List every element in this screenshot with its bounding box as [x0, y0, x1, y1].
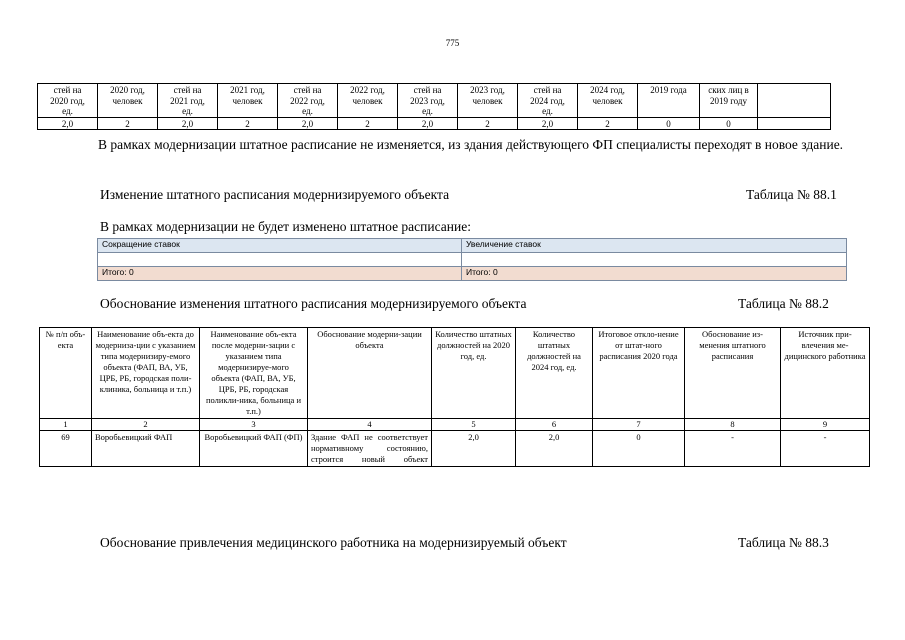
column-header	[458, 84, 518, 118]
column-number: 3	[200, 419, 308, 431]
header-line: ед.	[62, 106, 73, 116]
column-header	[218, 84, 278, 118]
column-header	[638, 84, 700, 118]
section-heading-staff-change: Изменение штатного расписания модернизируемого объекта	[100, 187, 450, 202]
column-number: 4	[308, 419, 432, 431]
column-header	[98, 84, 158, 118]
header-line: 2024 год,	[530, 95, 565, 106]
header-line: стей на	[293, 85, 322, 95]
table-cell: 0	[638, 117, 700, 130]
header-line: ед.	[302, 106, 313, 116]
header-line: человек	[232, 95, 263, 106]
header-line: ед.	[422, 106, 433, 116]
header-line: 2020 год,	[110, 85, 145, 95]
column-header: Источник при-влечения ме-дицинского работника	[781, 328, 870, 419]
table-cell	[462, 253, 847, 267]
table-cell: 2,0	[158, 117, 218, 130]
table-row	[98, 253, 847, 267]
table-cell: 2,0	[398, 117, 458, 130]
page-number: 775	[445, 38, 460, 48]
table-cell: 2	[458, 117, 518, 130]
table-cell: 2,0	[38, 117, 98, 130]
header-line: стей на	[413, 85, 442, 95]
column-header: Количество штатных должностей на 2024 год, ед.	[516, 328, 593, 419]
column-header	[578, 84, 638, 118]
column-number: 7	[593, 419, 685, 431]
column-header	[700, 84, 758, 118]
cell-staff-2020: 2,0	[432, 431, 516, 467]
table-header-row	[40, 328, 870, 419]
table-row	[40, 431, 870, 467]
table-number-88-2: Таблица № 88.2	[738, 296, 829, 311]
header-line: ед.	[182, 106, 193, 116]
header-line: человек	[592, 95, 623, 106]
table-cell	[98, 253, 462, 267]
column-header: Количество штатных должностей на 2020 год, ед.	[432, 328, 516, 419]
staff-unchanged-note: В рамках модернизации не будет изменено штатное расписание:	[100, 219, 471, 234]
column-header: Обоснование модерни-зации объекта	[308, 328, 432, 419]
column-header	[518, 84, 578, 118]
header-line: стей на	[173, 85, 202, 95]
rate-change-table	[97, 238, 847, 281]
header-line: 2020 год,	[50, 95, 85, 106]
column-header	[158, 84, 218, 118]
table-cell: 2	[578, 117, 638, 130]
column-header	[398, 84, 458, 118]
cell-modernization-reason: Здание ФАП не соответствует нормативному состоянию, строится новый объект	[308, 431, 432, 467]
total-reduction: Итого: 0	[98, 267, 462, 281]
column-number: 6	[516, 419, 593, 431]
table-number-88-3: Таблица № 88.3	[738, 535, 829, 550]
header-line: человек	[112, 95, 143, 106]
table-cell: 2	[218, 117, 278, 130]
header-line: 2019 года	[650, 85, 687, 95]
header-line: 2023 год,	[410, 95, 445, 106]
staffing-summary-table	[37, 83, 831, 130]
column-number-row	[40, 419, 870, 431]
cell-deviation: 0	[593, 431, 685, 467]
cell-name-after: Воробьевицкий ФАП (ФП)	[200, 431, 308, 467]
column-header: Итоговое откло-нение от штат-ного расписания 2020 года	[593, 328, 685, 419]
column-header: Обоснование из-менения штатного расписания	[685, 328, 781, 419]
header-line: 2021 год,	[230, 85, 265, 95]
header-line: 2019 году	[709, 95, 748, 106]
section-heading-justification: Обоснование изменения штатного расписания модернизируемого объекта	[100, 296, 527, 311]
cell-staff-2024: 2,0	[516, 431, 593, 467]
column-header: № п/п объ-екта	[40, 328, 92, 419]
table-cell: 0	[700, 117, 758, 130]
column-number: 8	[685, 419, 781, 431]
column-number: 5	[432, 419, 516, 431]
column-header-reduction: Сокращение ставок	[98, 239, 462, 253]
table-header-row	[38, 84, 831, 118]
column-number: 9	[781, 419, 870, 431]
header-line: 2022 год,	[350, 85, 385, 95]
header-line: 2023 год,	[470, 85, 505, 95]
column-header	[38, 84, 98, 118]
cell-name-before: Воробьевицкий ФАП	[92, 431, 200, 467]
cell-source: -	[781, 431, 870, 467]
header-line: человек	[352, 95, 383, 106]
cell-object-number: 69	[40, 431, 92, 467]
header-line: 2021 год,	[170, 95, 205, 106]
header-line: 2022 год,	[290, 95, 325, 106]
table-cell: 2	[338, 117, 398, 130]
column-header: Наименование объ-екта после модерни-зации с указанием типа модернизируе-мого объекта (ФАП, ВА, УБ, ЦРБ, РБ, городская поликли-ника, больница и т.п.)	[200, 328, 308, 419]
header-line: стей на	[533, 85, 562, 95]
cell-change-reason: -	[685, 431, 781, 467]
table-row	[38, 117, 831, 130]
column-header: Наименование объ-екта до модерниза-ции с указанием типа модернизиру-емого объекта (ФАП, ВА, УБ, ЦРБ, РБ, городская поли-клиника, больница и т.п.)	[92, 328, 200, 419]
total-increase: Итого: 0	[462, 267, 847, 281]
table-header-row	[98, 239, 847, 253]
table-total-row	[98, 267, 847, 281]
column-header	[758, 84, 831, 118]
header-line: 2024 год,	[590, 85, 625, 95]
justification-table	[39, 327, 870, 467]
table-cell: 2,0	[518, 117, 578, 130]
column-header	[338, 84, 398, 118]
paragraph-modernization: В рамках модернизации штатное расписание не изменяется, из здания действующего ФП специалисты переходят в новое здание.	[98, 137, 844, 152]
column-header	[278, 84, 338, 118]
column-number: 2	[92, 419, 200, 431]
header-line: ских лиц в	[708, 85, 749, 95]
section-heading-recruitment: Обоснование привлечения медицинского работника на модернизируемый объект	[100, 535, 567, 550]
header-line: человек	[472, 95, 503, 106]
table-cell: 2	[98, 117, 158, 130]
column-header-increase: Увеличение ставок	[462, 239, 847, 253]
table-number-88-1: Таблица № 88.1	[746, 187, 837, 202]
table-cell	[758, 117, 831, 130]
table-cell: 2,0	[278, 117, 338, 130]
column-number: 1	[40, 419, 92, 431]
header-line: стей на	[53, 85, 82, 95]
header-line: ед.	[542, 106, 553, 116]
